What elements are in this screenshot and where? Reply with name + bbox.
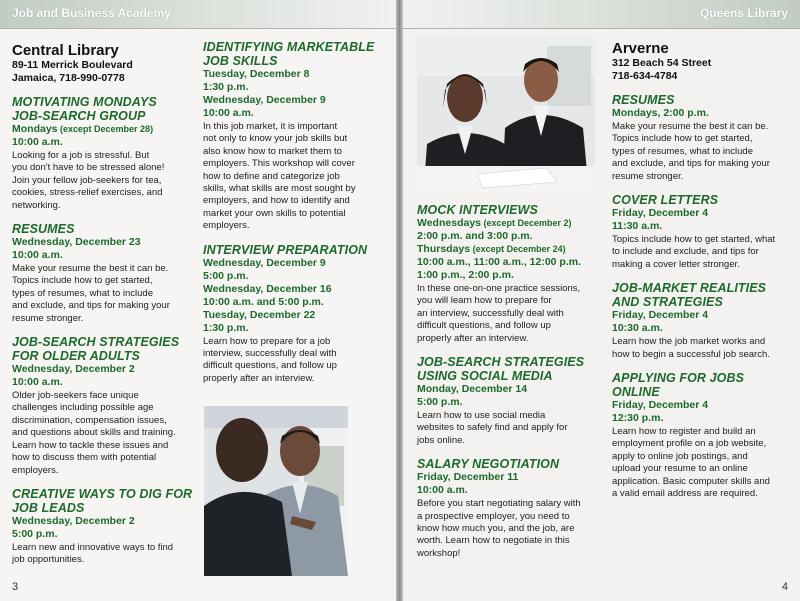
event-description-line: to include and exclude, and tips for [612, 246, 759, 258]
event-title [12, 335, 194, 363]
event-block [12, 95, 194, 212]
event-schedule-line [417, 269, 609, 282]
event-title-line: MOTIVATING MONDAYS [12, 95, 157, 109]
event-schedule-text: 10:00 a.m. [203, 107, 254, 119]
event-description-line: making a cover letter stronger. [612, 258, 740, 270]
event-schedule-text: 10:00 a.m. [417, 484, 468, 497]
event-description-line: Looking for a job is stressful. But [12, 150, 150, 161]
event-schedule-line [417, 471, 609, 484]
event-list [203, 40, 383, 385]
event-description-line: types of resumes, what to include [612, 145, 753, 157]
event-schedule-line [203, 81, 383, 94]
event-title-line: USING SOCIAL MEDIA [417, 369, 553, 384]
event-description [12, 542, 194, 567]
event-description-line: interview, successfully deal with [203, 348, 337, 360]
event-description-line: Topics include how to get started, [612, 133, 753, 145]
event-schedule-note: (except December 2) [481, 218, 572, 228]
event-description-line: know how much you, and the job, are [417, 523, 575, 535]
location-phone: 718-634-4784 [612, 70, 678, 82]
event-title-line: RESUMES [12, 222, 75, 237]
event-title [417, 355, 609, 383]
event-list [417, 203, 609, 560]
event-schedule-text: Mondays, 2:00 p.m. [612, 107, 709, 119]
location-name: Arverne [612, 40, 669, 57]
event-description-line: challenges including possible age [12, 402, 154, 414]
event-description-line: employment profile on a job website, [612, 438, 767, 450]
event-description [12, 263, 194, 325]
event-description-line: and questions about skills and training. [12, 427, 176, 439]
event-block [12, 222, 194, 325]
event-schedule-line [12, 515, 194, 528]
event-schedule-text: Thursdays [417, 243, 471, 255]
event-schedule-line [12, 123, 194, 136]
location-address: 89-11 Merrick Boulevard [12, 59, 133, 71]
event-schedule-note: (except December 24) [470, 244, 566, 254]
event-title-line: JOB LEADS [12, 500, 85, 515]
event-description-line: and exclude, and tips for making your [12, 300, 170, 312]
event-title-line: JOB-MARKET REALITIES [612, 281, 767, 296]
page-number-right: 4 [781, 581, 788, 593]
event-schedule-line [417, 256, 609, 269]
event-description-line: networking. [12, 199, 61, 211]
event-schedule-text: 1:30 p.m. [203, 81, 249, 93]
event-schedule-text: 1:30 p.m. [203, 321, 249, 334]
event-description [12, 390, 194, 477]
event-description-line: Make your resume the best it can be. [12, 263, 169, 275]
event-title-line: AND STRATEGIES [612, 295, 723, 310]
event-title [612, 193, 794, 207]
event-block [417, 355, 609, 447]
event-schedule-text: Wednesday, December 16 [203, 282, 332, 295]
event-description-line: Older job-seekers face unique [12, 390, 139, 402]
event-title [612, 371, 794, 399]
event-schedule-line [203, 68, 383, 81]
event-schedule-line [612, 412, 794, 425]
event-description [417, 410, 609, 447]
event-description-line: employers, and how to identify and [203, 195, 350, 207]
academy-title: Job and Business Academy [12, 6, 171, 20]
event-schedule-text: 10:30 a.m. [612, 322, 663, 335]
interview-photo [204, 406, 348, 576]
right-header-bar [403, 0, 800, 29]
event-schedule-line [12, 528, 194, 541]
event-schedule-text: Wednesday, December 9 [203, 256, 326, 269]
event-schedule-line [203, 94, 383, 107]
event-block [612, 93, 794, 183]
event-schedule-line [203, 270, 383, 283]
event-schedule-text: Wednesday, December 23 [12, 236, 141, 249]
event-block [612, 281, 794, 361]
event-schedule-line [417, 243, 609, 256]
event-list [612, 93, 794, 501]
event-description-line: employers. [12, 464, 59, 476]
event-block [203, 40, 383, 233]
event-description-line: discrimination, compensation issues, [12, 414, 167, 426]
event-schedule-text: 10:00 a.m. [12, 376, 63, 389]
event-description-line: and exclude, and tips for making your [612, 158, 770, 170]
event-schedule-text: 5:00 p.m. [417, 396, 463, 409]
mock-interview-photo [417, 36, 595, 192]
event-description-line: resume stronger. [612, 170, 684, 182]
event-description-line: properly after an interview. [203, 372, 315, 384]
event-title [417, 457, 609, 471]
event-title [203, 243, 383, 257]
event-schedule-line [12, 363, 194, 376]
event-schedule-text: Monday, December 14 [417, 383, 528, 396]
event-title-line: APPLYING FOR JOBS ONLINE [612, 371, 745, 400]
event-title-line: FOR OLDER ADULTS [12, 349, 140, 364]
event-schedule-text: Friday, December 4 [612, 207, 709, 220]
column-1 [12, 42, 194, 567]
event-schedule-line [612, 220, 794, 233]
event-description-line: employers. [203, 220, 250, 232]
event-title-line: SALARY NEGOTIATION [417, 457, 560, 472]
event-description [612, 336, 794, 361]
column-3 [417, 193, 609, 560]
column-2 [203, 40, 383, 385]
event-schedule-line [12, 376, 194, 389]
location-address: 312 Beach 54 Street [612, 57, 712, 69]
event-description-line: jobs online. [417, 434, 466, 446]
event-description-line: apply to online job postings, and [612, 450, 748, 462]
event-title-line: CREATIVE WAYS TO DIG FOR [12, 486, 193, 501]
left-header-bar [0, 0, 396, 29]
event-description-line: also know how to market them to [203, 145, 342, 157]
event-description-line: worth. Learn how to negotiate in this [417, 535, 570, 547]
event-schedule-text: Tuesday, December 22 [203, 308, 316, 321]
event-schedule-line [612, 322, 794, 335]
event-block [12, 487, 194, 567]
event-description-line: not only to know your job skills but [203, 133, 348, 145]
event-block [12, 335, 194, 477]
event-description-line: how to discuss them with potential [12, 452, 157, 464]
event-block [417, 203, 609, 345]
event-schedule-line [612, 399, 794, 412]
event-description-line: market your own skills to potential [203, 207, 346, 219]
event-title [203, 40, 383, 68]
event-description [12, 150, 194, 212]
event-title-line: RESUMES [612, 93, 675, 107]
event-schedule-text: 10:00 a.m. [12, 136, 63, 148]
event-title-line: JOB-SEARCH STRATEGIES [12, 335, 180, 350]
event-description-line: types of resumes, what to include [12, 287, 153, 299]
event-block [612, 371, 794, 500]
event-description-line: skills, what skills are most sought by [203, 183, 356, 195]
event-schedule-line [203, 283, 383, 296]
event-description-line: In these one-on-one practice sessions, [417, 283, 581, 294]
event-schedule-text: 2:00 p.m. and 3:00 p.m. [417, 230, 533, 242]
event-title [612, 93, 794, 107]
event-title-line: JOB-SEARCH STRATEGIES [417, 355, 585, 370]
event-schedule-line [417, 230, 609, 243]
left-page [0, 0, 396, 601]
event-title [12, 95, 194, 123]
event-description [612, 426, 794, 500]
right-page [403, 0, 800, 601]
event-description [203, 336, 383, 386]
event-schedule-text: 1:00 p.m., 2:00 p.m. [417, 269, 514, 281]
event-description-line: websites to safely find and apply for [417, 422, 568, 434]
event-schedule-line [417, 383, 609, 396]
event-description-line: In this job market, it is important [203, 121, 338, 132]
event-description-line: Learn how the job market works and [612, 336, 766, 348]
event-schedule-line [12, 249, 194, 262]
event-description [417, 498, 609, 560]
event-block [203, 243, 383, 386]
event-schedule-text: 12:30 p.m. [612, 412, 664, 425]
event-title [417, 203, 609, 217]
event-schedule-text: 10:00 a.m., 11:00 a.m., 12:00 p.m. [417, 256, 582, 268]
event-description-line: difficult questions, and follow up [417, 320, 551, 332]
location-name: Central Library [12, 42, 119, 59]
event-block [417, 457, 609, 560]
event-schedule-text: Friday, December 11 [417, 471, 519, 484]
event-description-line: Learn how to tackle these issues and [12, 439, 169, 451]
event-description-line: Topics include how to get started, [12, 275, 153, 287]
event-schedule-text: Wednesday, December 9 [203, 94, 326, 106]
event-schedule-text: 11:30 a.m. [612, 220, 663, 233]
event-description [612, 121, 794, 183]
event-description-line: Learn how to register and build an [612, 426, 756, 438]
event-title [612, 281, 794, 309]
column-4 [612, 40, 794, 501]
event-title [12, 222, 194, 236]
event-description-line: resume stronger. [12, 312, 84, 324]
event-title-line: JOB SKILLS [203, 54, 278, 68]
event-schedule-text: 10:00 a.m. and 5:00 p.m. [203, 295, 324, 308]
event-schedule-line [612, 107, 794, 120]
event-title [12, 487, 194, 515]
event-description-line: Join your fellow job-seekers for tea, [12, 174, 162, 186]
event-description-line: a valid email address are required. [612, 488, 758, 500]
event-description-line: upload your resume to an online [612, 463, 748, 475]
location-city-phone: Jamaica, 718-990-0778 [12, 72, 125, 84]
event-schedule-line [12, 136, 194, 149]
event-description-line: properly after an interview. [417, 332, 529, 344]
event-schedule-text: Friday, December 4 [612, 399, 709, 412]
event-description-line: application. Basic computer skills and [612, 475, 770, 487]
event-schedule-line [203, 309, 383, 322]
event-description-line: employers. This workshop will cover [203, 158, 355, 170]
event-description-line: Before you start negotiating salary with [417, 498, 581, 510]
event-description-line: Learn how to prepare for a job [203, 335, 331, 347]
page-number-left: 3 [12, 581, 19, 593]
event-description-line: job opportunities. [12, 554, 85, 566]
event-list [12, 95, 194, 567]
event-schedule-text: Wednesday, December 2 [12, 514, 135, 527]
event-title-line: JOB-SEARCH GROUP [12, 109, 146, 123]
event-title-line: MOCK INTERVIEWS [417, 203, 538, 217]
event-description-line: Make your resume the best it can be. [612, 121, 769, 132]
event-title-line: COVER LETTERS [612, 193, 719, 208]
event-description-line: how to define and categorize job [203, 170, 340, 182]
library-title: Queens Library [699, 6, 788, 20]
event-description-line: a prospective employer, you need to [417, 510, 570, 522]
event-schedule-text: 10:00 a.m. [12, 249, 63, 262]
event-schedule-line [203, 296, 383, 309]
event-description-line: difficult questions, and follow up [203, 360, 337, 372]
event-description-line: an interview, successfully deal with [417, 307, 564, 319]
event-block [612, 193, 794, 271]
event-schedule-text: Mondays [12, 123, 58, 135]
event-schedule-line [12, 236, 194, 249]
event-title-line: IDENTIFYING MARKETABLE [203, 40, 375, 54]
book-gutter [396, 0, 403, 601]
event-title-line: INTERVIEW PREPARATION [203, 242, 368, 257]
event-schedule-text: 5:00 p.m. [203, 269, 249, 282]
event-schedule-line [612, 309, 794, 322]
event-schedule-line [612, 207, 794, 220]
event-description-line: you will learn how to prepare for [417, 295, 552, 307]
event-description [203, 121, 383, 233]
event-schedule-text: 5:00 p.m. [12, 527, 58, 540]
event-schedule-line [417, 217, 609, 230]
event-schedule-text: Wednesday, December 2 [12, 363, 135, 376]
event-schedule-line [203, 257, 383, 270]
event-description-line: Topics include how to get started, what [612, 234, 776, 246]
event-description-line: Learn how to use social media [417, 410, 546, 422]
event-description [417, 283, 609, 345]
event-schedule-text: Wednesdays [417, 217, 481, 229]
event-schedule-line [203, 107, 383, 120]
event-schedule-text: Friday, December 4 [612, 309, 709, 322]
event-schedule-note: (except December 28) [57, 124, 154, 134]
event-description-line: you don't have to be stressed alone! [12, 162, 165, 174]
event-schedule-line [417, 484, 609, 497]
event-description-line: cookies, stress-relief exercises, and [12, 187, 163, 199]
event-description [612, 234, 794, 271]
event-description-line: workshop! [417, 547, 461, 559]
event-schedule-line [417, 396, 609, 409]
event-description-line: Learn new and innovative ways to find [12, 541, 174, 553]
event-description-line: how to begin a successful job search. [612, 348, 770, 360]
event-schedule-text: Tuesday, December 8 [203, 68, 310, 80]
event-schedule-line [203, 322, 383, 335]
